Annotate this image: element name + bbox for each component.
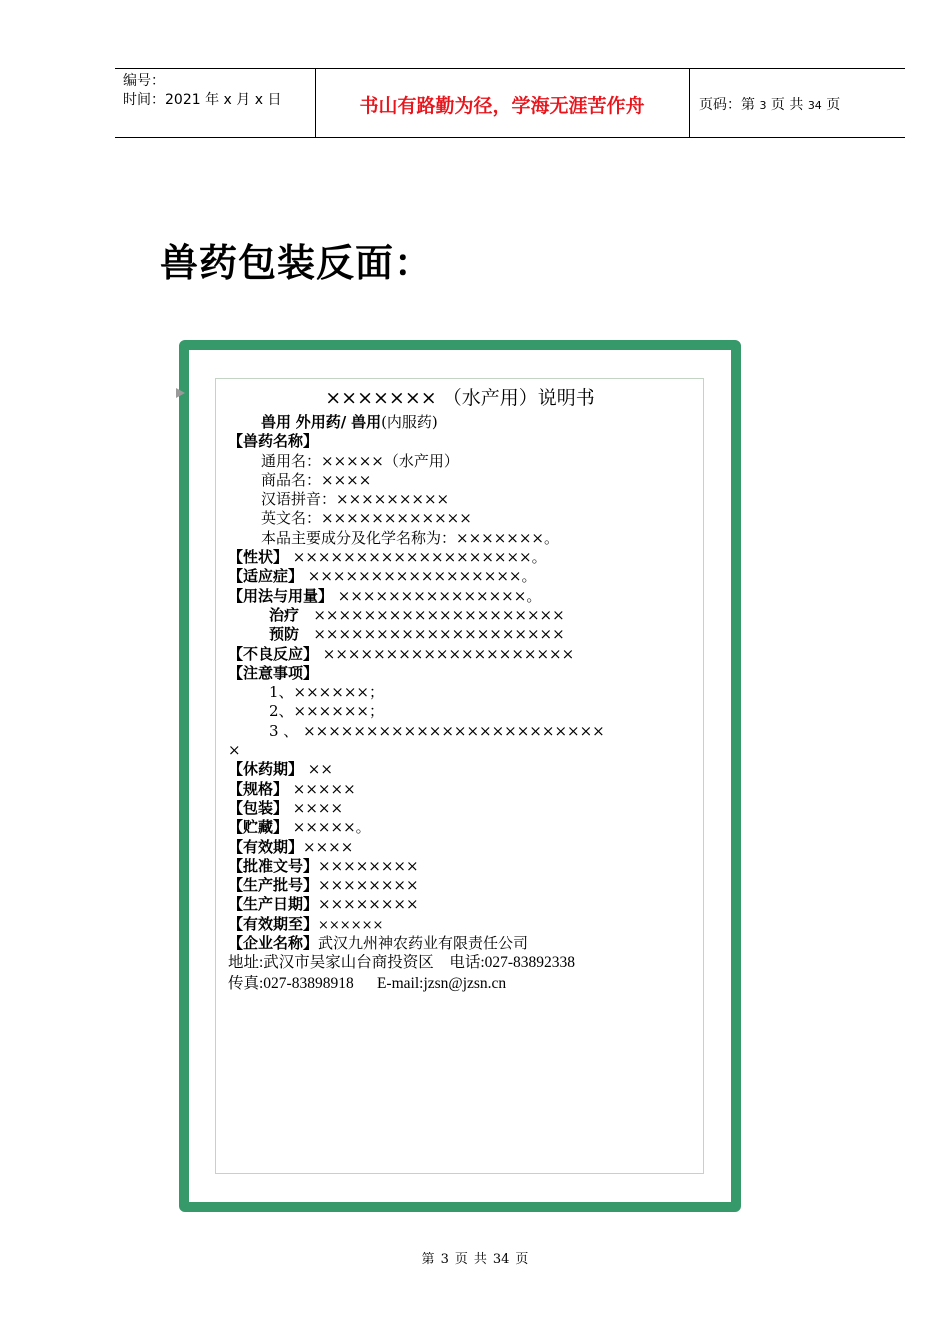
production-date-value: ×××××××× xyxy=(318,895,419,914)
footer-page: 3 xyxy=(440,1252,449,1267)
precaution-3-continued: × xyxy=(228,741,241,760)
prevention-value: ×××××××××××××××××××× xyxy=(313,625,565,644)
indication-value: ×××××××××××××××××。 xyxy=(307,567,537,586)
page-current: 3 xyxy=(759,99,767,112)
validity-row xyxy=(228,838,688,857)
package-row xyxy=(228,799,688,818)
phone: 电话:027-83892338 xyxy=(449,954,576,972)
pinyin-name: 汉语拼音：××××××××× xyxy=(261,490,450,509)
usage-internal: (内服药) xyxy=(381,413,438,431)
spec-value: ××××× xyxy=(292,779,356,798)
adverse-label: 【不良反应】 xyxy=(228,644,319,663)
time-day-unit: 日 xyxy=(267,92,282,108)
indication-label: 【适应症】 xyxy=(228,567,304,586)
withdrawal-value: ×× xyxy=(307,760,333,779)
approval-value: ×××××××× xyxy=(318,856,419,875)
address: 地址:武汉市吴家山台商投资区 xyxy=(228,954,434,972)
fax: 传真:027-83898918 xyxy=(228,974,354,992)
drug-name-label: 【兽药名称】 xyxy=(228,432,319,451)
precautions-label: 【注意事项】 xyxy=(228,663,319,682)
email: E-mail:jzsn@jzsn.cn xyxy=(376,974,507,992)
time-label: 时间： xyxy=(123,92,165,108)
leaflet-content xyxy=(228,385,688,994)
validity-value: ×××× xyxy=(303,837,354,856)
footer-prefix: 第 xyxy=(421,1252,435,1267)
package-value: ×××× xyxy=(292,798,344,817)
withdrawal-label: 【休药期】 xyxy=(228,760,304,779)
indication-row xyxy=(228,567,688,586)
prevention-label: 预防 xyxy=(269,625,300,644)
page-heading: 兽药包装反面： xyxy=(160,241,434,285)
number-label: 编号： xyxy=(123,73,165,89)
ingredients: 本品主要成分及化学名称为：×××××××。 xyxy=(261,528,559,547)
batch-row xyxy=(228,876,688,895)
treatment-value: ×××××××××××××××××××× xyxy=(313,605,565,624)
usage-external: 外用药/ xyxy=(295,413,347,431)
header-page-number xyxy=(699,94,840,114)
batch-label: 【生产批号】 xyxy=(228,876,319,895)
time-year-unit: 年 xyxy=(205,92,220,108)
company-value: 武汉九州神农药业有限责任公司 xyxy=(318,934,529,953)
package-label: 【包装】 xyxy=(228,798,289,817)
treatment-row xyxy=(228,606,688,625)
page-suffix: 页 xyxy=(826,97,841,113)
storage-value: ×××××。 xyxy=(292,818,371,837)
batch-value: ×××××××× xyxy=(318,876,419,895)
spec-row xyxy=(228,780,688,799)
page-prefix: 页码：第 xyxy=(699,97,755,113)
usage-vet-2: 兽用 xyxy=(351,413,382,431)
common-name: 通用名：×××××（水产用） xyxy=(261,451,459,470)
contact-block xyxy=(228,953,688,994)
character-label: 【性状】 xyxy=(228,548,289,567)
document-header xyxy=(115,68,905,138)
footer-total-prefix: 共 xyxy=(473,1252,487,1267)
time-line xyxy=(123,91,282,110)
production-date-label: 【生产日期】 xyxy=(228,895,319,914)
adverse-row xyxy=(228,645,688,664)
address-row xyxy=(228,953,688,974)
precaution-2: 2、××××××； xyxy=(269,702,384,721)
time-month-unit: 月 xyxy=(236,92,251,108)
dosage-value: ×××××××××××××××。 xyxy=(337,586,542,605)
header-motto: 书山有路勤为径，学海无涯苦作舟 xyxy=(359,95,645,117)
precaution-1: 1、××××××； xyxy=(269,683,384,702)
time-month: x xyxy=(223,92,232,108)
expiry-label: 【有效期至】 xyxy=(228,914,319,933)
page-mid: 页 共 xyxy=(770,97,804,113)
treatment-label: 治疗 xyxy=(269,605,300,624)
company-row xyxy=(228,934,688,953)
spec-label: 【规格】 xyxy=(228,779,289,798)
adverse-value: ×××××××××××××××××××× xyxy=(322,644,575,663)
expiry-value: ×××××× xyxy=(318,917,384,933)
leaflet-title: ××××××× （水产用）说明书 xyxy=(325,387,595,409)
approval-row xyxy=(228,857,688,876)
usage-type-line xyxy=(228,413,688,432)
anchor-marker-icon xyxy=(176,388,185,398)
storage-label: 【贮藏】 xyxy=(228,818,289,837)
validity-label: 【有效期】 xyxy=(228,837,304,856)
dosage-label: 【用法与用量】 xyxy=(228,586,334,605)
trade-name: 商品名：×××× xyxy=(261,470,372,489)
dosage-row xyxy=(228,587,688,606)
storage-row xyxy=(228,818,688,837)
footer-total-unit: 页 xyxy=(515,1252,529,1267)
character-value: ×××××××××××××××××××。 xyxy=(292,548,547,567)
time-year: 2021 xyxy=(165,92,201,108)
header-meta xyxy=(123,72,282,110)
production-date-row xyxy=(228,895,688,914)
fax-row xyxy=(228,974,688,995)
time-day: x xyxy=(254,92,264,108)
page-total: 34 xyxy=(807,99,822,112)
footer-page-unit: 页 xyxy=(454,1252,468,1267)
character-row xyxy=(228,548,688,567)
footer-total: 34 xyxy=(492,1252,510,1267)
withdrawal-row xyxy=(228,760,688,779)
english-name: 英文名：×××××××××××× xyxy=(261,509,472,528)
usage-vet: 兽用 xyxy=(261,413,292,431)
prevention-row xyxy=(228,625,688,644)
company-label: 【企业名称】 xyxy=(228,934,319,953)
precaution-3: 3 、 ×××××××××××××××××××××××× xyxy=(269,721,605,740)
approval-label: 【批准文号】 xyxy=(228,856,319,875)
page-footer xyxy=(0,1248,950,1267)
expiry-row xyxy=(228,915,688,934)
header-divider-right xyxy=(689,69,690,137)
